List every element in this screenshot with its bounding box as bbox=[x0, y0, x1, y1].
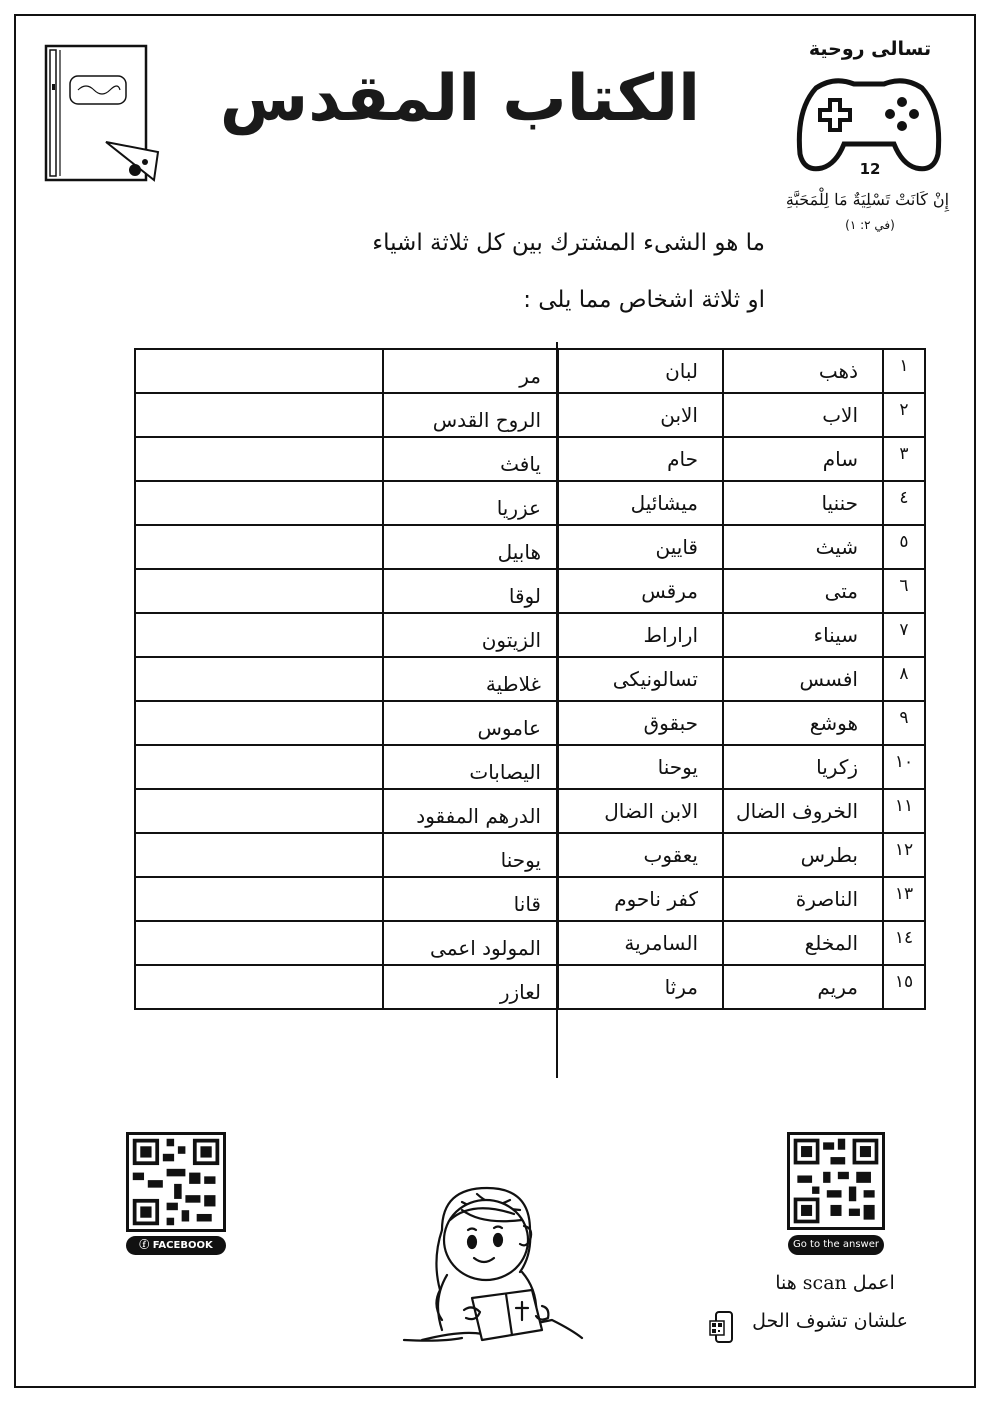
row-number: ١٥ bbox=[883, 965, 925, 1009]
item-cell-1: الخروف الضال bbox=[723, 789, 883, 833]
answer-cell[interactable] bbox=[135, 349, 383, 393]
question-line-1: ما هو الشىء المشترك بين كل ثلاثة اشياء bbox=[372, 230, 765, 256]
item-cell-2: ميشائيل bbox=[558, 481, 723, 525]
item-cell-2: السامرية bbox=[558, 921, 723, 965]
item-cell-1: شيث bbox=[723, 525, 883, 569]
table-row bbox=[135, 833, 925, 877]
phone-scan-icon bbox=[708, 1310, 740, 1344]
item-cell-3: مر bbox=[383, 349, 558, 393]
item-cell-1: افسس bbox=[723, 657, 883, 701]
row-number: ٤ bbox=[883, 481, 925, 525]
item-cell-2: الابن الضال bbox=[558, 789, 723, 833]
item-cell-3: الدرهم المفقود bbox=[383, 789, 558, 833]
item-cell-1: الناصرة bbox=[723, 877, 883, 921]
row-number: ٦ bbox=[883, 569, 925, 613]
item-cell-2: يوحنا bbox=[558, 745, 723, 789]
facebook-badge[interactable] bbox=[126, 1236, 226, 1255]
item-cell-1: هوشع bbox=[723, 701, 883, 745]
item-cell-3: يوحنا bbox=[383, 833, 558, 877]
answer-cell[interactable] bbox=[135, 613, 383, 657]
answer-cell[interactable] bbox=[135, 437, 383, 481]
item-cell-1: سيناء bbox=[723, 613, 883, 657]
answer-cell[interactable] bbox=[135, 745, 383, 789]
item-cell-3: لعازر bbox=[383, 965, 558, 1009]
row-number: ١٢ bbox=[883, 833, 925, 877]
quiz-table bbox=[134, 348, 926, 1010]
item-cell-2: مرقس bbox=[558, 569, 723, 613]
item-cell-2: يعقوب bbox=[558, 833, 723, 877]
table-row bbox=[135, 921, 925, 965]
item-cell-3: قانا bbox=[383, 877, 558, 921]
table-row bbox=[135, 613, 925, 657]
item-cell-2: اراراط bbox=[558, 613, 723, 657]
scan-instruction-1: اعمل scan هنا bbox=[775, 1272, 895, 1294]
table-row bbox=[135, 965, 925, 1009]
item-cell-3: يافث bbox=[383, 437, 558, 481]
item-cell-2: حام bbox=[558, 437, 723, 481]
table-row bbox=[135, 701, 925, 745]
qr-code-facebook[interactable] bbox=[126, 1132, 226, 1232]
row-number: ٥ bbox=[883, 525, 925, 569]
row-number: ٣ bbox=[883, 437, 925, 481]
item-cell-3: عزريا bbox=[383, 481, 558, 525]
facebook-icon: ⓕ bbox=[139, 1240, 153, 1251]
answer-cell[interactable] bbox=[135, 965, 383, 1009]
answer-cell[interactable] bbox=[135, 833, 383, 877]
item-cell-2: مرثا bbox=[558, 965, 723, 1009]
answer-cell[interactable] bbox=[135, 701, 383, 745]
row-number: ٢ bbox=[883, 393, 925, 437]
row-number: ٩ bbox=[883, 701, 925, 745]
bible-book-icon bbox=[40, 40, 170, 188]
row-number: ١٣ bbox=[883, 877, 925, 921]
table-row bbox=[135, 789, 925, 833]
answer-cell[interactable] bbox=[135, 921, 383, 965]
item-cell-3: الروح القدس bbox=[383, 393, 558, 437]
item-cell-2: لبان bbox=[558, 349, 723, 393]
item-cell-2: تسالونيكى bbox=[558, 657, 723, 701]
girl-reading-illustration bbox=[402, 1180, 592, 1355]
answer-cell[interactable] bbox=[135, 569, 383, 613]
item-cell-1: حننيا bbox=[723, 481, 883, 525]
facebook-label: FACEBOOK bbox=[152, 1240, 213, 1251]
row-number: ١٤ bbox=[883, 921, 925, 965]
item-cell-1: ذهب bbox=[723, 349, 883, 393]
item-cell-1: زكريا bbox=[723, 745, 883, 789]
row-number: ١١ bbox=[883, 789, 925, 833]
table-row bbox=[135, 481, 925, 525]
table-row bbox=[135, 393, 925, 437]
table-row bbox=[135, 525, 925, 569]
verse-text: إِنْ كَانَتْ تَسْلِيَةٌ مَا لِلْمَحَبَّةِ bbox=[785, 190, 950, 209]
table-row bbox=[135, 657, 925, 701]
row-number: ١٠ bbox=[883, 745, 925, 789]
row-number: ٧ bbox=[883, 613, 925, 657]
answer-cell[interactable] bbox=[135, 789, 383, 833]
table-row bbox=[135, 745, 925, 789]
qr-code-answer[interactable] bbox=[787, 1132, 885, 1230]
item-cell-2: حبقوق bbox=[558, 701, 723, 745]
brand-name: تسالى روحية bbox=[808, 38, 932, 60]
answer-cell[interactable] bbox=[135, 481, 383, 525]
item-cell-1: الاب bbox=[723, 393, 883, 437]
item-cell-3: المولود اعمى bbox=[383, 921, 558, 965]
item-cell-1: متى bbox=[723, 569, 883, 613]
item-cell-2: الابن bbox=[558, 393, 723, 437]
item-cell-2: كفر ناحوم bbox=[558, 877, 723, 921]
item-cell-3: اليصابات bbox=[383, 745, 558, 789]
table-row bbox=[135, 877, 925, 921]
item-cell-1: سام bbox=[723, 437, 883, 481]
page-title: الكتاب المقدس bbox=[219, 62, 701, 136]
answer-cell[interactable] bbox=[135, 525, 383, 569]
answer-badge[interactable]: Go to the answer bbox=[788, 1235, 884, 1255]
item-cell-3: غلاطية bbox=[383, 657, 558, 701]
item-cell-3: هابيل bbox=[383, 525, 558, 569]
table-row bbox=[135, 569, 925, 613]
answer-cell[interactable] bbox=[135, 877, 383, 921]
item-cell-3: لوقا bbox=[383, 569, 558, 613]
item-cell-1: المخلع bbox=[723, 921, 883, 965]
row-number: ٨ bbox=[883, 657, 925, 701]
item-cell-1: بطرس bbox=[723, 833, 883, 877]
row-number: ١ bbox=[883, 349, 925, 393]
table-row bbox=[135, 437, 925, 481]
item-cell-3: الزيتون bbox=[383, 613, 558, 657]
answer-cell[interactable] bbox=[135, 393, 383, 437]
item-cell-3: عاموس bbox=[383, 701, 558, 745]
question-line-2: او ثلاثة اشخاص مما يلى : bbox=[523, 287, 765, 313]
item-cell-1: مريم bbox=[723, 965, 883, 1009]
item-cell-2: قايين bbox=[558, 525, 723, 569]
column-divider bbox=[556, 342, 558, 1078]
table-row bbox=[135, 349, 925, 393]
answer-cell[interactable] bbox=[135, 657, 383, 701]
badge-number: 12 bbox=[859, 160, 881, 178]
scan-instruction-2: علشان تشوف الحل bbox=[752, 1310, 908, 1332]
game-controller-icon bbox=[794, 70, 944, 174]
verse-reference: (في ٢: ١) bbox=[845, 218, 895, 232]
